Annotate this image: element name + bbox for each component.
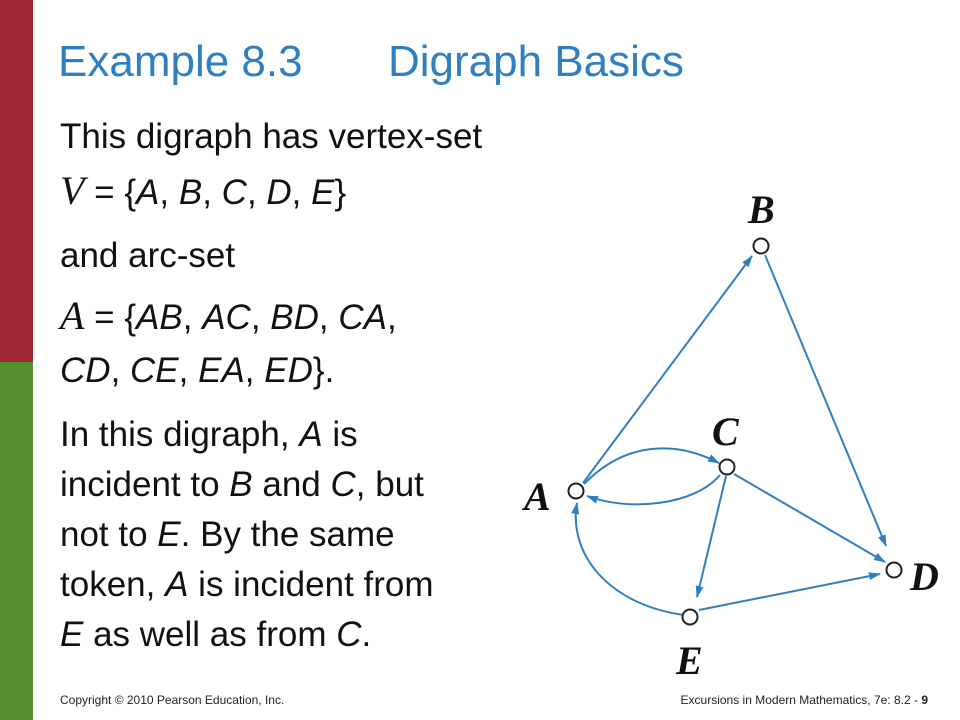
vertex-set-intro: This digraph has vertex-set [60,117,483,156]
vertex-b [754,239,769,254]
arc-ca [587,475,720,504]
accent-bar-red [0,0,33,362]
footer-copyright: Copyright © 2010 Pearson Education, Inc. [60,693,285,707]
explanation-line-2: incident to B and C, but [60,465,424,504]
footer-slide-info: Excursions in Modern Mathematics, 7e: 8.2 - 9 [680,693,928,707]
vertex-e [683,610,698,625]
explanation-line-5: E as well as from C. [60,615,372,654]
vertex-label-b: B [748,187,775,232]
vertex-label-a: A [524,474,551,519]
vertex-set-line: V = {A, B, C, D, E} [60,168,347,213]
arc-ea [576,503,684,615]
vertex-c [720,460,735,475]
vertex-d [887,563,902,578]
arc-set-intro: and arc-set [60,236,236,275]
explanation-line-4: token, A is incident from [60,565,434,604]
vertex-set-symbol: V [60,168,85,213]
arc-ce [697,476,726,597]
slide-title [58,34,684,90]
arc-set-line-2: CD, CE, EA, ED}. [60,351,335,390]
vertex-label-c: C [712,409,739,454]
explanation-line-3: not to E. By the same [60,515,395,554]
title-number: Example 8.3 [58,37,303,86]
page-number: 9 [921,693,928,707]
title-name: Digraph Basics [388,37,684,86]
arc-set-symbol: A [60,293,85,338]
vertex-label-e: E [676,638,703,683]
explanation-line-1: In this digraph, A is [60,415,358,454]
vertex-label-d: D [910,554,939,599]
arc-set-line-1: A = {AB, AC, BD, CA, [60,293,397,338]
vertex-a [569,484,584,499]
accent-bar-green [0,362,33,720]
digraph-diagram [510,180,960,690]
arc-ed [699,574,880,610]
